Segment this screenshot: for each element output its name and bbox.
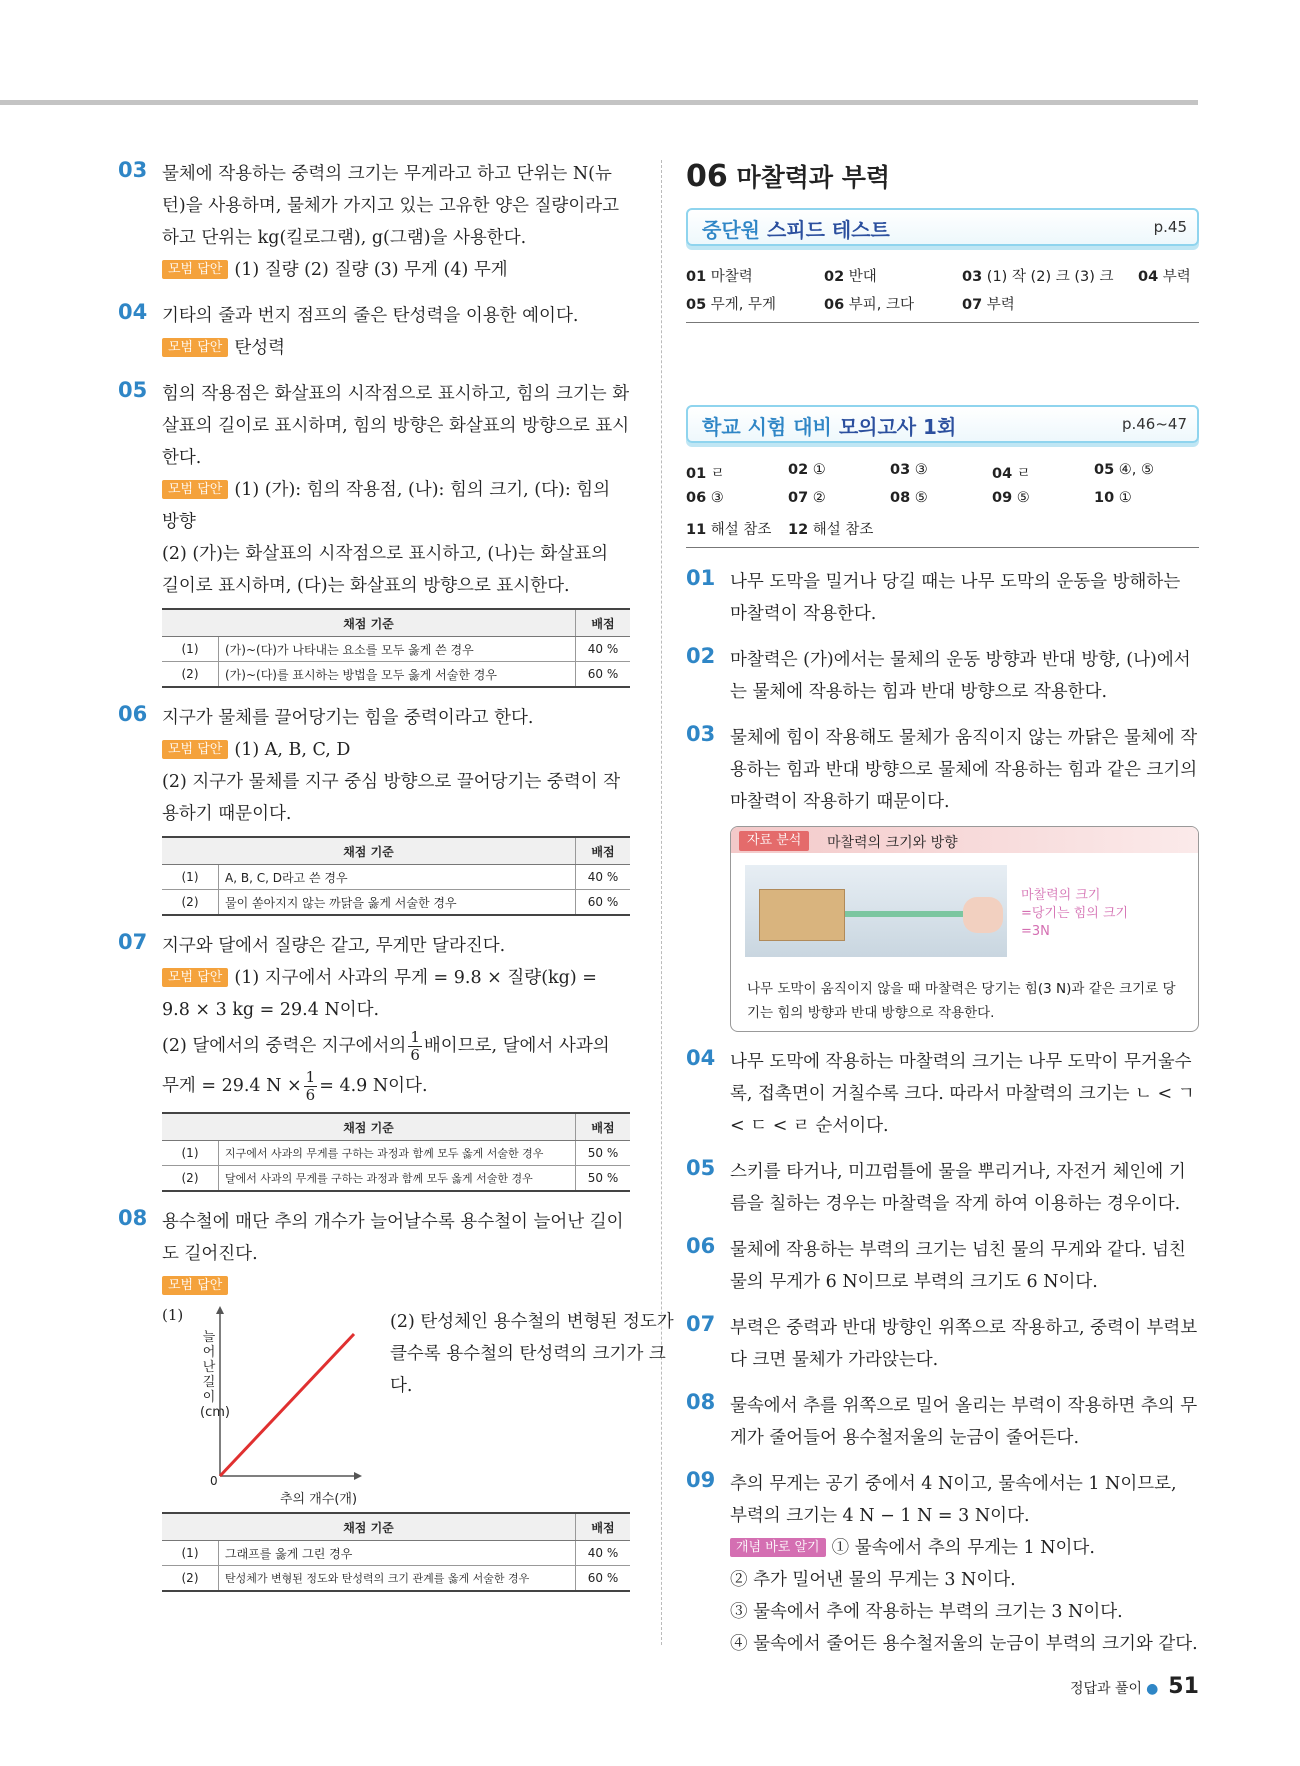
item-number: 05 <box>118 378 148 402</box>
page-number: 51 <box>1168 1674 1199 1699</box>
grading-table <box>162 1112 630 1192</box>
graph-x-label: 추의 개수(개) <box>280 1492 358 1507</box>
concept-line: ② 추가 밀어낸 물의 무게는 3 N이다. <box>730 1570 1016 1590</box>
score-header: 배점 <box>576 609 631 637</box>
footer-bullet: ● <box>1146 1681 1159 1697</box>
criterion-score: 50 % <box>576 1141 631 1166</box>
answer-value: ① <box>808 462 826 478</box>
model-answer-label: 모범 답안 <box>162 480 228 499</box>
answer-value: ⑤ <box>910 490 928 506</box>
footer-label: 정답과 풀이 <box>1070 1681 1143 1697</box>
top-rule <box>0 100 1198 105</box>
answer-item-08 <box>118 1206 674 1592</box>
photo-caption <box>1021 887 1128 941</box>
criterion-text: 물이 쏟아지지 않는 까닭을 옳게 서술한 경우 <box>219 890 576 916</box>
model-answer: (1) (가): 힘의 작용점, (나): 힘의 크기, (다): 힘의 방향 <box>162 480 611 532</box>
criterion-key: (1) <box>162 865 219 890</box>
answer-value: 부피, 크다 <box>844 297 915 313</box>
explanation-item-06 <box>686 1234 1199 1298</box>
fraction: $\frac{1}{6}$ <box>410 1028 420 1064</box>
model-answer-label: 모범 답안 <box>162 968 228 987</box>
item-number: 03 <box>118 158 148 182</box>
page-footer <box>1070 1674 1199 1699</box>
item-number: 06 <box>686 1234 716 1258</box>
mock-exam-answers: 01 ㄹ 02 ① 03 ③ 04 ㄹ 05 ④, ⑤ 06 ③ 07 ② 08 ⑤ 09 ⑤ 10 ① 11 해설 참조 12 해설 참조 <box>686 453 1199 548</box>
item-number: 06 <box>118 702 148 726</box>
model-answer-part3a: 무게 = 29.4 N × <box>162 1076 302 1096</box>
item-number: 07 <box>118 930 148 954</box>
score-header: 배점 <box>576 837 631 865</box>
section-number: 06 <box>686 159 728 194</box>
graph-y-label: 늘어난 길이(cm) <box>200 1330 230 1420</box>
grading-table <box>162 608 630 688</box>
model-answer: 탄성력 <box>234 338 286 358</box>
concept-label: 개념 바로 알기 <box>730 1538 826 1557</box>
explanation-text: 물속에서 추를 위쪽으로 밀어 올리는 부력이 작용하면 추의 무게가 줄어들어 용수철저울의 눈금이 줄어든다. <box>730 1396 1198 1448</box>
criterion-key: (1) <box>162 1141 219 1166</box>
criterion-score: 60 % <box>576 890 631 916</box>
criterion-text: 달에서 사과의 무게를 구하는 과정과 함께 모두 옳게 서술한 경우 <box>219 1166 576 1192</box>
criterion-score: 40 % <box>576 865 631 890</box>
model-answer-part2b: 배이므로, 달에서 사과의 <box>423 1036 610 1056</box>
model-answer-part2: (2) 탄성체인 용수철의 변형된 정도가 클수록 용수철의 탄성력의 크기가 크다. <box>390 1312 674 1396</box>
answer-value: 반대 <box>844 269 877 285</box>
explanation-text: 물체에 작용하는 중력의 크기는 무게라고 하고 단위는 N(뉴턴)을 사용하며, 물체가 가지고 있는 고유한 양은 질량이라고 하고 단위는 kg(킬로그램), g(그램)을 사용한다. <box>162 164 620 248</box>
caption-line: =3N <box>1021 924 1050 939</box>
item-number: 05 <box>686 1156 716 1180</box>
item-number: 02 <box>686 644 716 668</box>
criterion-key: (1) <box>162 637 219 662</box>
model-answer-part3b: = 4.9 N이다. <box>319 1076 428 1096</box>
grading-header: 채점 기준 <box>162 837 576 865</box>
criterion-text: 그래프를 옳게 그린 경우 <box>219 1541 576 1566</box>
page-reference: p.45 <box>1153 218 1187 236</box>
model-answer-label: 모범 답안 <box>162 260 228 279</box>
answer-item-03 <box>118 158 630 286</box>
criterion-text: (가)~(다)가 나타내는 요소를 모두 옳게 쓴 경우 <box>219 637 576 662</box>
model-answer-part2: (2) 지구가 물체를 지구 중심 방향으로 끌어당기는 중력이 작용하기 때문이다. <box>162 772 621 824</box>
explanation-text: 물체에 힘이 작용해도 물체가 움직이지 않는 까닭은 물체에 작용하는 힘과 반대 방향으로 물체에 작용하는 힘과 같은 크기의 마찰력이 작용하기 때문이다. <box>730 728 1198 812</box>
speed-test-answers: 01 마찰력 02 반대 03 (1) 작 (2) 크 (3) 크 04 부력 05 무게, 무게 06 부피, 크다 07 부력 <box>686 256 1199 323</box>
mock-exam-prefix: 학교 시험 대비 <box>702 415 839 439</box>
analysis-header <box>731 827 1198 853</box>
speed-test-prefix: 중단원 <box>702 218 767 242</box>
speed-test-header <box>686 208 1199 246</box>
criterion-score: 50 % <box>576 1166 631 1192</box>
page-reference: p.46~47 <box>1121 415 1187 433</box>
item-number: 04 <box>686 1046 716 1070</box>
answer-value: 무게, 무게 <box>706 297 777 313</box>
explanation-text: 지구가 물체를 끌어당기는 힘을 중력이라고 한다. <box>162 708 534 728</box>
item-number: 04 <box>118 300 148 324</box>
concept-line: ④ 물속에서 줄어든 용수철저울의 눈금이 부력의 크기와 같다. <box>730 1634 1198 1654</box>
grading-header: 채점 기준 <box>162 1513 576 1541</box>
wood-block-image <box>759 889 845 941</box>
grading-table <box>162 1512 630 1592</box>
answer-value: ③ <box>706 490 724 506</box>
grading-header: 채점 기준 <box>162 609 576 637</box>
mock-exam-header <box>686 405 1199 443</box>
answer-value: ⑤ <box>1012 490 1030 506</box>
answer-value: ① <box>1114 490 1132 506</box>
criterion-key: (2) <box>162 890 219 916</box>
answer-item-04 <box>118 300 630 364</box>
answer-item-07 <box>118 930 630 1192</box>
answer-value: ㄹ <box>1012 466 1031 482</box>
model-answer-part2a: (2) 달에서의 중력은 지구에서의 <box>162 1036 407 1056</box>
explanation-item-09 <box>686 1468 1199 1660</box>
explanation-text: 스키를 타거나, 미끄럼틀에 물을 뿌리거나, 자전거 체인에 기름을 칠하는 경우는 마찰력을 작게 하여 이용하는 경우이다. <box>730 1162 1186 1214</box>
criterion-text: 탄성체가 변형된 정도와 탄성력의 크기 관계를 옳게 서술한 경우 <box>219 1566 576 1592</box>
model-answer-label: 모범 답안 <box>162 338 228 357</box>
section-title <box>686 158 1199 194</box>
criterion-text: (가)~(다)를 표시하는 방법을 모두 옳게 서술한 경우 <box>219 662 576 688</box>
explanation-text: 부력은 중력과 반대 방향인 위쪽으로 작용하고, 중력이 부력보다 크면 물체가 가라앉는다. <box>730 1318 1198 1370</box>
criterion-text: A, B, C, D라고 쓴 경우 <box>219 865 576 890</box>
x-axis-arrow <box>354 1472 362 1480</box>
section-name: 마찰력과 부력 <box>736 163 891 192</box>
criterion-score: 60 % <box>576 662 631 688</box>
grading-header: 채점 기준 <box>162 1113 576 1141</box>
explanation-text: 나무 도막을 밀거나 당길 때는 나무 도막의 운동을 방해하는 마찰력이 작용한다. <box>730 572 1181 624</box>
answer-value: 해설 참조 <box>808 522 874 538</box>
speed-test-title: 스피드 테스트 <box>766 218 890 242</box>
answer-item-06 <box>118 702 630 916</box>
fraction: $\frac{1}{6}$ <box>305 1068 316 1104</box>
spring-scale-image <box>845 911 965 917</box>
model-answer: (1) A, B, C, D <box>234 740 351 760</box>
mock-exam-title: 모의고사 1회 <box>838 415 957 439</box>
explanation-text: 기타의 줄과 번지 점프의 줄은 탄성력을 이용한 예이다. <box>162 306 579 326</box>
explanation-text: 나무 도막에 작용하는 마찰력의 크기는 나무 도막이 무거울수록, 접촉면이 거칠수록 크다. 따라서 마찰력의 크기는 ㄴ < ㄱ < ㄷ < ㄹ 순서이다. <box>730 1052 1195 1136</box>
data-analysis-box <box>730 826 1199 1032</box>
answer-value: (1) 작 (2) 크 (3) 크 <box>982 269 1114 285</box>
item-number: 09 <box>686 1468 716 1492</box>
item-number: 07 <box>686 1312 716 1336</box>
item-number: 01 <box>686 566 716 590</box>
left-column <box>118 158 674 1606</box>
explanation-item-02 <box>686 644 1199 708</box>
caption-line: =당기는 힘의 크기 <box>1021 906 1129 921</box>
criterion-key: (2) <box>162 662 219 688</box>
model-answer-part2: (2) (가)는 화살표의 시작점으로 표시하고, (나)는 화살표의 길이로 표시하며, (다)는 화살표의 방향으로 표시한다. <box>162 544 609 596</box>
explanation-text: 지구와 달에서 질량은 같고, 무게만 달라진다. <box>162 936 506 956</box>
caption-line: 마찰력의 크기 <box>1021 888 1101 903</box>
answer-value: 부력 <box>1158 269 1191 285</box>
criterion-score: 40 % <box>576 637 631 662</box>
proportional-line <box>220 1334 354 1476</box>
right-column <box>686 158 1199 1674</box>
model-answer: (1) 질량 (2) 질량 (3) 무게 (4) 무게 <box>234 260 508 280</box>
explanation-item-03 <box>686 722 1199 1032</box>
answer-value: 마찰력 <box>706 269 753 285</box>
explanation-item-01 <box>686 566 1199 630</box>
explanation-text: 용수철에 매단 추의 개수가 늘어날수록 용수철이 늘어난 길이도 길어진다. <box>162 1212 624 1264</box>
analysis-tag: 자료 분석 <box>739 831 809 851</box>
answer-value: ② <box>808 490 826 506</box>
model-answer-label: 모범 답안 <box>162 740 228 759</box>
item-number: 08 <box>686 1390 716 1414</box>
explanation-item-05 <box>686 1156 1199 1220</box>
answer-item-05 <box>118 378 630 688</box>
concept-line: ③ 물속에서 추에 작용하는 부력의 크기는 3 N이다. <box>730 1602 1123 1622</box>
score-header: 배점 <box>576 1513 631 1541</box>
criterion-score: 40 % <box>576 1541 631 1566</box>
explanation-text: 물체에 작용하는 부력의 크기는 넘친 물의 무게와 같다. 넘친 물의 무게가 6 N이므로 부력의 크기도 6 N이다. <box>730 1240 1186 1292</box>
analysis-text: 나무 도막이 움직이지 않을 때 마찰력은 당기는 힘(3 N)과 같은 크기로 당기는 힘의 방향과 반대 방향으로 작용한다. <box>747 981 1176 1021</box>
answer-value: 부력 <box>982 297 1015 313</box>
spring-graph <box>162 1306 674 1507</box>
graph-origin-label: 0 <box>210 1474 218 1488</box>
criterion-text: 지구에서 사과의 무게를 구하는 과정과 함께 모두 옳게 서술한 경우 <box>219 1141 576 1166</box>
criterion-score: 60 % <box>576 1566 631 1592</box>
explanation-item-04 <box>686 1046 1199 1142</box>
item-number: 08 <box>118 1206 148 1230</box>
graph-plot <box>214 1306 364 1481</box>
model-answer: (1) 지구에서 사과의 무게 = 9.8 × 질량(kg) = 9.8 × 3 kg = 29.4 N이다. <box>162 968 597 1020</box>
score-header: 배점 <box>576 1113 631 1141</box>
answer-value: 해설 참조 <box>706 522 772 538</box>
graph-part-label: (1) <box>162 1306 184 1324</box>
analysis-title: 마찰력의 크기와 방향 <box>827 835 958 851</box>
explanation-text: 마찰력은 (가)에서는 물체의 운동 방향과 반대 방향, (나)에서는 물체에 작용하는 힘과 반대 방향으로 작용한다. <box>730 650 1191 702</box>
explanation-text: 추의 무게는 공기 중에서 4 N이고, 물속에서는 1 N이므로, 부력의 크기는 4 N − 1 N = 3 N이다. <box>730 1474 1177 1526</box>
column-divider <box>661 160 662 1645</box>
criterion-key: (1) <box>162 1541 219 1566</box>
criterion-key: (2) <box>162 1566 219 1592</box>
y-axis-arrow <box>216 1306 224 1314</box>
explanation-item-07 <box>686 1312 1199 1376</box>
concept-line: ① 물속에서 추의 무게는 1 N이다. <box>831 1538 1095 1558</box>
grading-table <box>162 836 630 916</box>
answer-value: ④, ⑤ <box>1114 462 1155 478</box>
model-answer-label: 모범 답안 <box>162 1276 228 1295</box>
answer-value: ㄹ <box>706 466 725 482</box>
item-number: 03 <box>686 722 716 746</box>
criterion-key: (2) <box>162 1166 219 1192</box>
hand-image <box>963 897 1003 933</box>
explanation-item-08 <box>686 1390 1199 1454</box>
answer-value: ③ <box>910 462 928 478</box>
explanation-text: 힘의 작용점은 화살표의 시작점으로 표시하고, 힘의 크기는 화살표의 길이로 표시하며, 힘의 방향은 화살표의 방향으로 표시한다. <box>162 384 630 468</box>
